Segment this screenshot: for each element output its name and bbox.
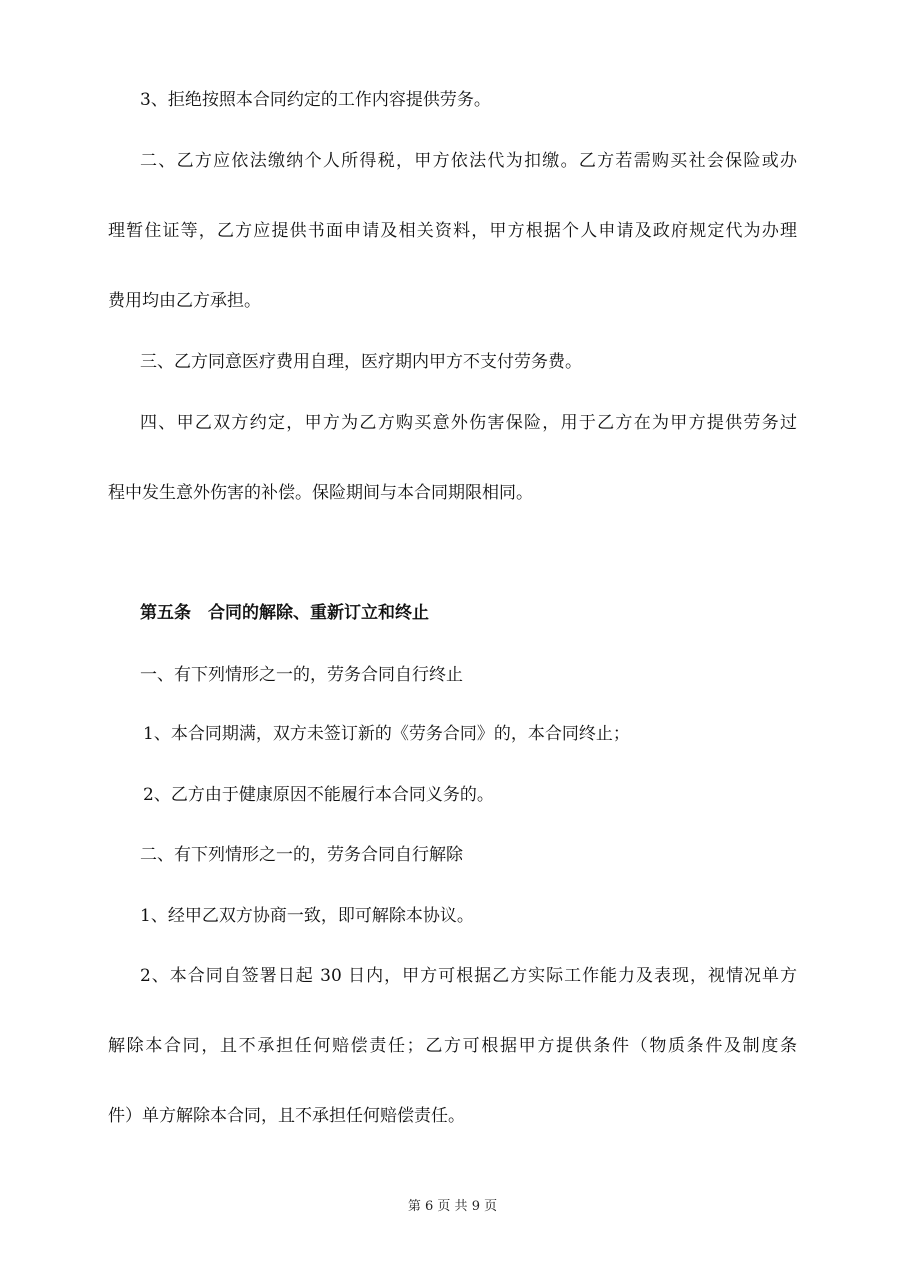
clause-line: 程中发生意外伤害的补偿。保险期间与本合同期限相同。 [108,483,533,503]
clause-line: 一、有下列情形之一的，劳务合同自行终止 [140,665,463,685]
clause-line: 1、经甲乙双方协商一致，即可解除本协议。 [140,906,474,926]
clause-line: 费用均由乙方承担。 [108,291,261,311]
clause-line: 1、本合同期满，双方未签订新的《劳务合同》的，本合同终止； [143,724,630,744]
clause-line: 二、乙方应依法缴纳个人所得税，甲方依法代为扣缴。乙方若需购买社会保险或办 [140,151,797,171]
page-number-footer: 第 6 页 共 9 页 [407,1199,498,1214]
section-heading: 第五条 合同的解除、重新订立和终止 [140,603,429,623]
clause-line: 解除本合同，且不承担任何赔偿责任；乙方可根据甲方提供条件（物质条件及制度条 [108,1036,797,1056]
clause-line: 3、拒绝按照本合同约定的工作内容提供劳务。 [140,90,491,110]
clause-line: 2、乙方由于健康原因不能履行本合同义务的。 [143,785,494,805]
clause-line: 三、乙方同意医疗费用自理，医疗期内甲方不支付劳务费。 [140,352,582,372]
clause-line: 四、甲乙双方约定，甲方为乙方购买意外伤害保险，用于乙方在为甲方提供劳务过 [140,413,797,433]
clause-line: 理暂住证等，乙方应提供书面申请及相关资料，甲方根据个人申请及政府规定代为办理 [108,221,797,241]
clause-line: 二、有下列情形之一的，劳务合同自行解除 [140,845,463,865]
clause-line: 2、本合同自签署日起 30 日内，甲方可根据乙方实际工作能力及表现，视情况单方 [140,966,797,986]
clause-line: 件）单方解除本合同，且不承担任何赔偿责任。 [108,1106,465,1126]
